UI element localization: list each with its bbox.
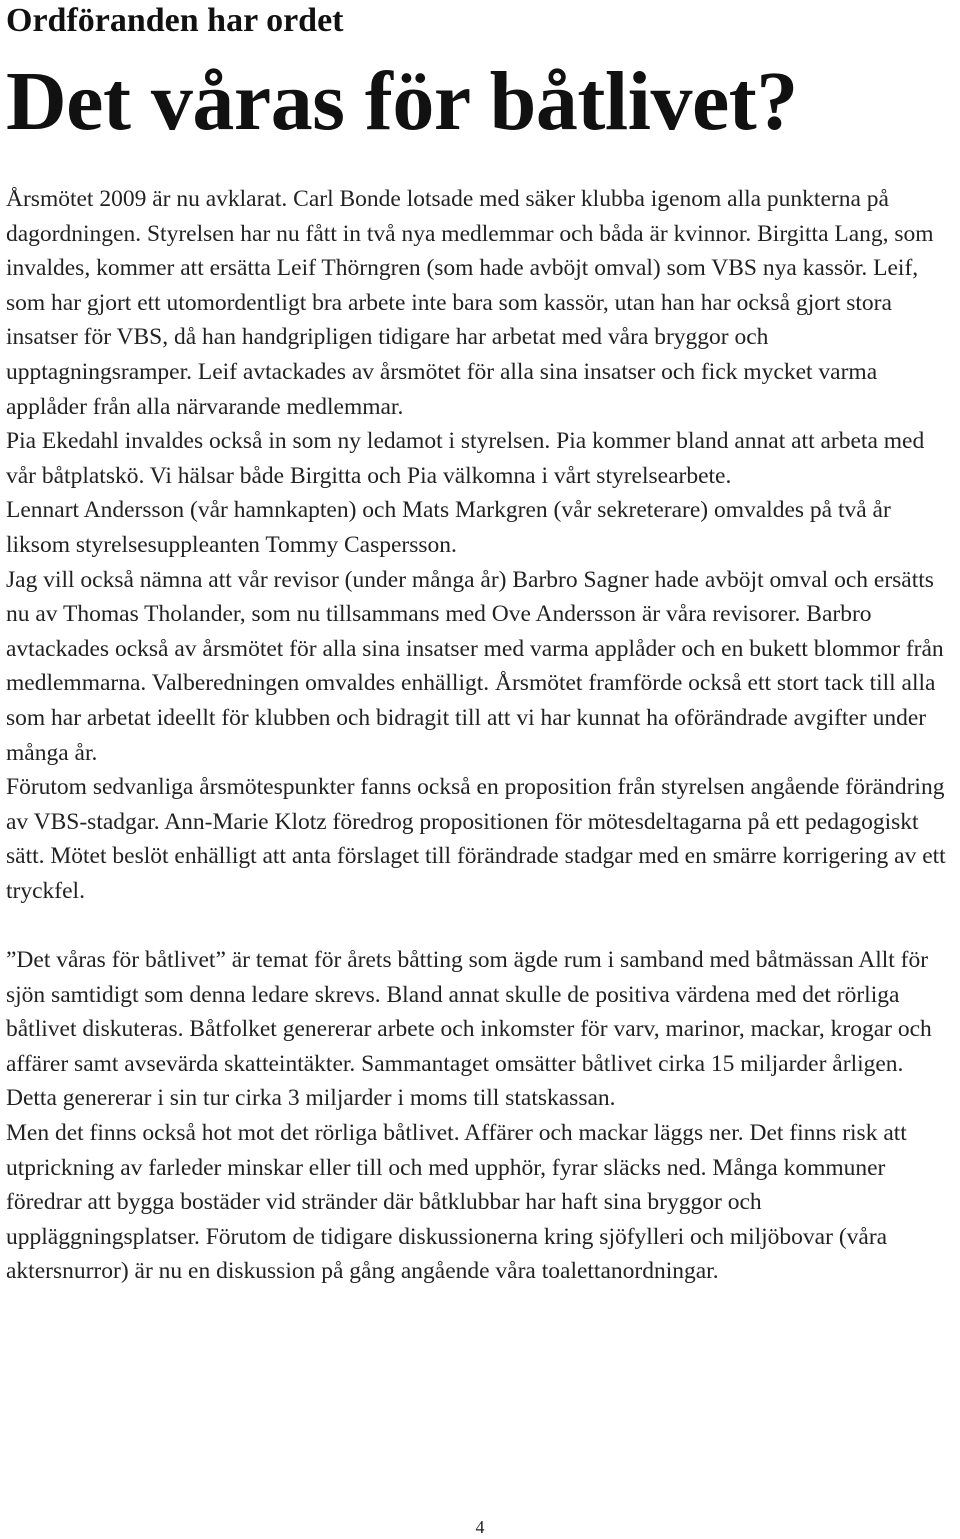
section-label: Ordföranden har ordet bbox=[6, 2, 344, 39]
paragraph-proposition: Förutom sedvanliga årsmötespunkter fanns också en proposition från styrelsen angående förändring av VBS-stadgar. Ann-Marie Klotz föredrog propositionen för mötesdeltagarna på ett pedagogiskt sätt. Mötet beslöt enhälligt att anta förslaget till förändrade stadgar med en smärre korrigering av ett tryckfel. bbox=[6, 774, 946, 904]
paragraph-reelections: Lennart Andersson (vår hamnkapten) och Mats Markgren (vår sekreterare) omvaldes på två år liksom styrelsesuppleanten Tommy Caspersson. bbox=[6, 497, 891, 558]
paragraph-threats: Men det finns också hot mot det rörliga båtlivet. Affärer och mackar läggs ner. Det finns risk att utprickning av farleder minskar eller till och med upphör, fyrar släcks ned. Många kommuner föredrar att bygga bostäder vid stränder där båtklubbar har haft sina bryggor och uppläggningsplatser. Förutom de tidigare diskussionerna kring sjöfylleri och miljöbovar (våra aktersnurror) är nu en diskussion på gång angående våra toalettanordningar. bbox=[6, 1120, 907, 1285]
page-number: 4 bbox=[475, 1517, 485, 1537]
paragraph-new-member: Pia Ekedahl invaldes också in som ny ledamot i styrelsen. Pia kommer bland annat att arbeta med vår båtplatskö. Vi hälsar både Birgitta och Pia välkomna i vårt styrelsearbete. bbox=[6, 428, 925, 489]
paragraph-gap bbox=[6, 908, 960, 943]
paragraph-auditors: Jag vill också nämna att vår revisor (under många år) Barbro Sagner hade avböjt omval och ersätts nu av Thomas Tholander, som nu tillsammans med Ove Andersson är våra revisorer. Barbro avtackades också av årsmötet för alla sina insatser med varma applåder och en bukett blommor från medlemmarna. Valberedningen omvaldes enhälligt. Årsmötet framförde också ett stort tack till alla som har arbetat ideellt för klubben och bidragit till att vi har kunnat ha oförändrade avgifter under många år. bbox=[6, 566, 944, 766]
paragraph-boating-theme: ”Det våras för båtlivet” är temat för årets båtting som ägde rum i samband med båtmässan Allt för sjön samtidigt som denna ledare skrevs. Bland annat skulle de positiva värdena med det rörliga båtlivet diskuteras. Båtfolket genererar arbete och inkomster för varv, marinor, mackar, krogar och affärer samt avsevärda skatteintäkter. Sammantaget omsätter båtlivet cirka 15 miljarder årligen. Detta genererar i sin tur cirka 3 miljarder i moms till statskassan. bbox=[6, 947, 932, 1112]
article-body bbox=[6, 182, 960, 1289]
paragraph-annual-meeting: Årsmötet 2009 är nu avklarat. Carl Bonde lotsade med säker klubba igenom alla punkterna på dagordningen. Styrelsen har nu fått in två nya medlemmar och båda är kvinnor. Birgitta Lang, som invaldes, kommer att ersätta Leif Thörngren (som hade avböjt omval) som VBS nya kassör. Leif, som har gjort ett utomordentligt bra arbete inte bara som kassör, utan han har också gjort stora insatser för VBS, då han handgripligen tidigare har arbetat med våra bryggor och upptagningsramper. Leif avtackades av årsmötet för alla sina insatser och fick mycket varma applåder från alla närvarande medlemmar. bbox=[6, 186, 934, 420]
page-title: Det våras för båtlivet? bbox=[6, 55, 798, 148]
